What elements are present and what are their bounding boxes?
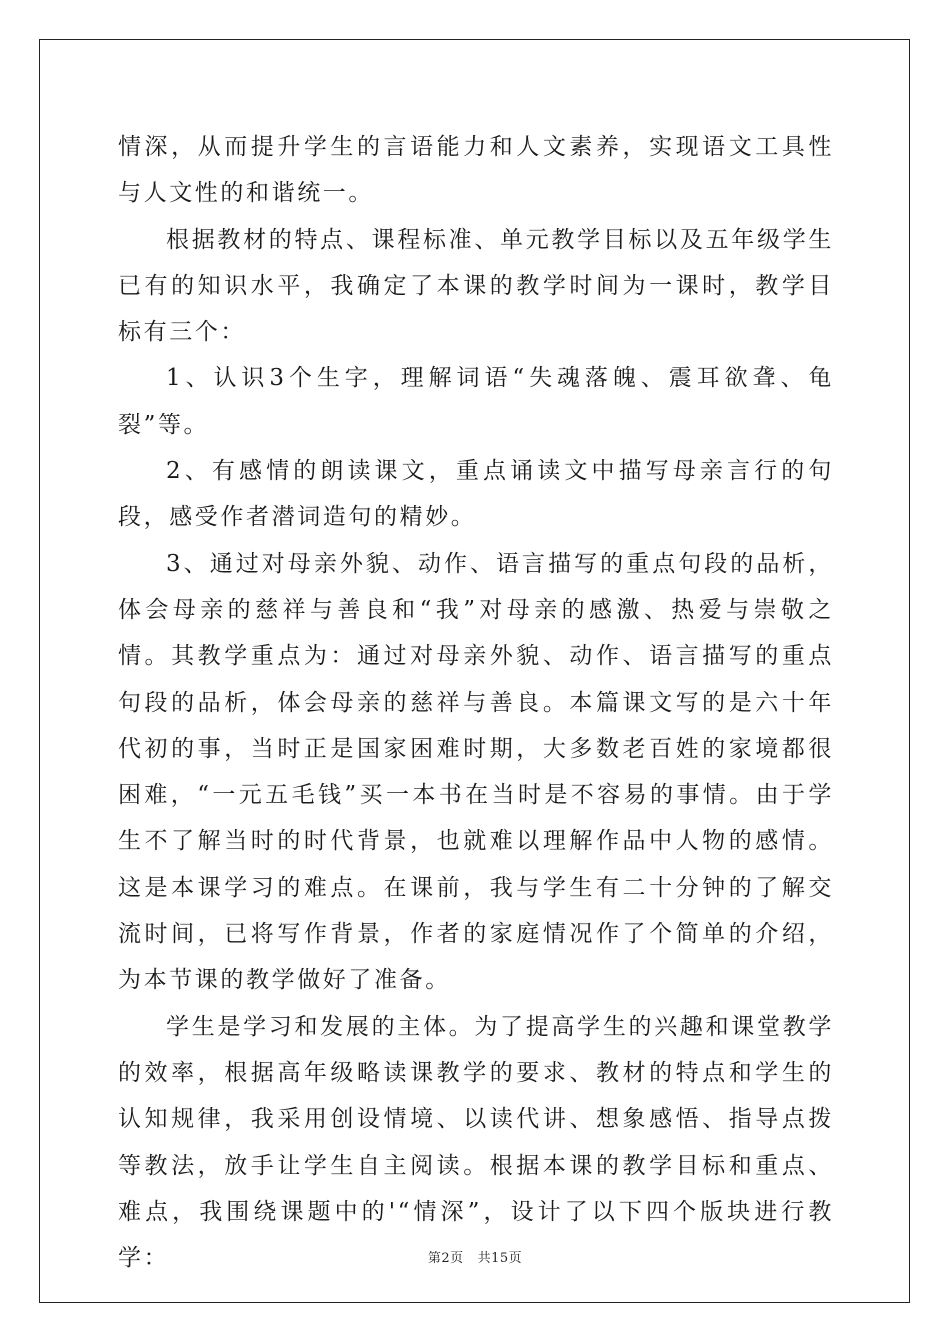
- paragraph-4: 2、有感情的朗读课文，重点诵读文中描写母亲言行的句段，感受作者潜词造句的精妙。: [118, 458, 834, 531]
- document-body: [118, 124, 834, 1281]
- paragraph-6: 学生是学习和发展的主体。为了提高学生的兴趣和课堂教学的效率，根据高年级略读课教学的要求、教材的特点和学生的认知规律，我采用创设情境、以读代讲、想象感悟、指导点拨等教法，放手让学生自主阅读。根据本课的教学目标和重点、难点，我围绕课题中的'“情深”，设计了以下四个版块进行教学：: [118, 1013, 834, 1272]
- paragraph-2: 根据教材的特点、课程标准、单元教学目标以及五年级学生已有的知识水平，我确定了本课的教学时间为一课时，教学目标有三个：: [118, 226, 834, 346]
- paragraph-5: 3、通过对母亲外貌、动作、语言描写的重点句段的品析，体会母亲的慈祥与善良和“我”对母亲的感激、热爱与崇敬之情。其教学重点为：通过对母亲外貌、动作、语言描写的重点句段的品析，体会母亲的慈祥与善良。本篇课文写的是六十年代初的事，当时正是国家困难时期，大多数老百姓的家境都很困难，“一元五毛钱”买一本书在当时是不容易的事情。由于学生不了解当时的时代背景，也就难以理解作品中人物的感情。这是本课学习的难点。在课前，我与学生有二十分钟的了解交流时间，已将写作背景，作者的家庭情况作了个简单的介绍，为本节课的教学做好了准备。: [118, 550, 834, 994]
- page-total: 共15页: [477, 1251, 523, 1266]
- page-footer: [0, 1247, 950, 1266]
- page-number: 第2页: [427, 1251, 464, 1266]
- paragraph-1: 情深，从而提升学生的言语能力和人文素养，实现语文工具性与人文性的和谐统一。: [118, 134, 834, 207]
- paragraph-3: 1、认识3个生字，理解词语“失魂落魄、震耳欲聋、龟裂”等。: [118, 365, 834, 438]
